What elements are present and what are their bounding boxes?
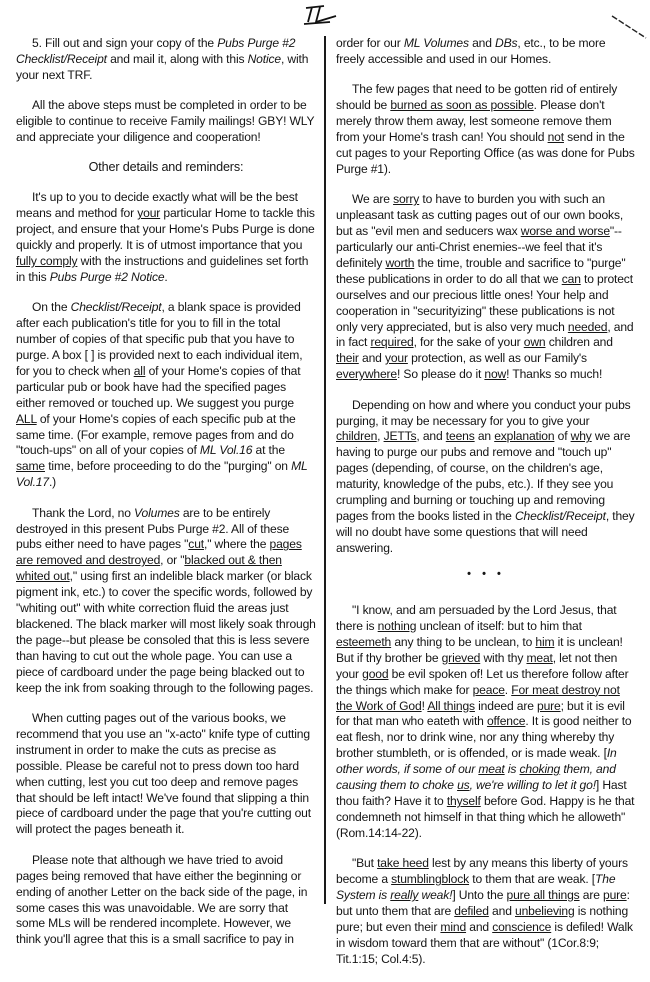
italic-text: In other words, if some of our [336,746,617,777]
italic-text [520,762,561,776]
text-run: ; but it is evil for that man who eateth with [336,698,625,729]
underlined-text: grieved [441,650,481,665]
paragraph-completion-notice: All the above steps must be completed in order to be eligible to continue to receive Family mailings! GBY! WLY and appreciate your diligence and cooperation! [16,98,315,145]
underlined-text: nothing [377,619,417,633]
text-run: and [488,903,515,918]
paragraph-apology [336,192,636,383]
text-run: to them that are weak. [ [469,872,596,887]
underlined-text: burned as soon as possible [390,98,534,113]
underlined-text: meat [526,650,553,665]
text-run: Depending on how and where you conduct your pubs purging, it may be necessary for you to give your [336,397,631,428]
text-run: , and in fact [336,319,634,350]
paragraph-quote-corinthians [336,856,636,967]
text-run: "I know, and am persuaded by the Lord Jesus, that there is [336,603,617,633]
text-run: with the instructions and guidelines set forth in this [16,253,309,284]
underlined-text: blacked out & then whited out [16,553,282,584]
underlined-text: now [484,367,507,382]
underlined-text: ALL [16,411,37,426]
underlined-text: peace [472,682,505,697]
italic-text: Checklist/Receipt [70,300,162,315]
text-run: On the [32,300,71,315]
underlined-text: teens [445,429,475,444]
underlined-text: pure [603,888,627,902]
text-run: before God. Happy is he that condemneth not himself in that thing which he alloweth" (Rom.14:14-22). [336,793,635,840]
text-run: : but unto them that are [336,888,630,918]
underlined-text: same [16,459,45,474]
text-run: any thing to be unclean, to [391,634,536,649]
underlined-text: your [384,351,408,366]
underlined-text: worth [385,255,415,270]
text-run: be evil spoken of! Let us therefore follow after the things which make for [336,666,629,697]
underlined-text: thyself [446,793,481,808]
underlined-text: children [336,429,378,444]
text-run: unclean of itself: but to him that [416,619,582,633]
text-run: We are [352,192,394,207]
text-run: , a blank space is provided after each publication's title for you to fill in the total number of copies of that specific pub that you have to purge. A box [ ] is provided next to each individual item, for you to check when [16,300,303,378]
text-run: 5. Fill out and sign your copy of the [32,36,218,50]
text-run: is defiled! Walk in wisdom toward them that are without" (1Cor.8:9; Tit.1:15; Col.4:5). [336,919,633,966]
text-run: and mail it, along with this [106,51,248,66]
text-run: , for the sake of your [413,335,524,350]
italic-text: Notice [247,51,281,66]
handwritten-page-number [302,2,342,28]
underlined-text: offence [486,714,526,729]
text-run: indeed are [474,698,538,713]
text-run: "But [352,856,378,871]
underlined-text: sorry [393,192,420,207]
underlined-text: your [137,206,161,221]
italic-text: ML Vol.16 [199,443,253,458]
text-run: we are having to purge our pubs and remove and "touch up" pages (depending, of course, on the children's age, maturity, knowledge of the pubs, etc.). If they see you crumpling and burning or touching up and removing pages from the books listed in the [336,429,631,523]
paragraph-continuation [336,36,636,68]
text-run: to have to burden you with such an unpleasant task as cutting pages out of our own books, but as "evil men and seducers wax [336,192,624,239]
underlined-text: required [370,335,414,350]
text-run: at the [252,443,285,458]
text-run: of your Home's copies of that particular pub or book have had the specified pages either removed or touched up. We suggest you purge [16,363,301,410]
section-heading: Other details and reminders: [88,160,244,175]
text-run: , etc., to be more freely accessible and used in our Homes. [336,36,606,66]
underlined-text: fully comply [16,253,78,268]
text-run: ! Thanks so much! [506,367,603,382]
italic-text: ML Volumes [403,36,469,50]
underlined-text: conscience [492,919,552,934]
text-run: . [504,682,512,697]
text-run: with thy [480,650,527,665]
italic-text: Pubs Purge #2 Checklist/Receipt [16,36,296,66]
underlined-text: why [570,429,592,444]
underlined-text: For meat destroy not the Work of God [336,682,620,713]
underlined-text: unbelieving [515,903,575,918]
underlined-text: mind [440,919,467,934]
underlined-text: not [547,130,564,145]
text-run: , [377,429,384,444]
underlined-text: all [133,363,146,378]
text-run: lest by any means this liberty of yours become a [336,856,628,887]
underlined-text: pages are removed and destroyed [16,537,302,568]
text-run: of [554,429,571,444]
italic-text: Volumes [134,505,180,520]
underlined-text: stumblingblock [391,872,470,887]
italic-text: weak! [418,888,453,902]
right-column [336,36,636,982]
text-run: It's up to you to decide exactly what will be the best means and method for [16,190,298,221]
text-run: are [579,888,603,902]
italic-text: , we're willing to let it go! [469,778,596,793]
underlined-text: meat [478,762,505,777]
underlined-text: JETTs [383,429,417,444]
underlined-text: can [561,271,581,286]
italic-text: DBs [495,36,518,50]
text-run: , or " [160,553,185,568]
paragraph-cutting: When cutting pages out of the various books, we recommend that you use an "x-acto" knife type of cutting instrument in order to make the cuts as precise as possible. Please be careful not to press down too hard when cutting, lest you cut too deep and remove pages that should be left intact! We've found that slipping a thin piece of cardboard under the page that you're cutting out will protect the pages beneath it. [16,711,311,837]
section-separator: • • • [467,568,505,581]
underlined-text: needed [567,319,608,334]
text-run: "--particularly our anti-Christ enemies--we feel that it's definitely [336,224,622,270]
text-run: protection, as well as our Family's [407,351,587,366]
underlined-text: really [390,888,419,902]
paragraph-step-5 [16,36,316,84]
paragraph-volumes [16,506,316,697]
underlined-text: us [457,778,470,793]
underlined-text: pure [537,698,561,713]
text-run: .) [48,475,57,490]
italic-text [390,888,418,902]
underlined-text: their [336,351,359,366]
text-run: ! So please do it [397,367,485,382]
italic-text [457,778,469,792]
paragraph-burn-pages [336,82,636,177]
text-run: . Please don't merely throw them away, lest someone remove them from your Home's trash can! You should [336,98,612,145]
text-run: The few pages that need to be gotten rid of entirely should be [336,82,618,113]
text-run: time, before proceeding to do the "purging" on [44,459,292,474]
text-run: . It is good neither to eat flesh, nor to drink wine, nor any thing whereby thy brother stumbleth, or is offended, or is made weak. [ [336,714,632,761]
text-run: ! [421,698,428,713]
italic-text: The System is [336,872,616,902]
text-run: and [468,36,496,50]
italic-text: ML Vol.17 [16,459,308,490]
text-run: . [164,269,168,284]
text-run: order for our [336,36,404,50]
text-run: , with your next TRF. [16,51,309,82]
text-run: of your Home's copies of each specific pub at the same time. (For example, remove pages from and do "touch-ups" on all of your copies of [16,411,296,458]
text-run: ] Unto the [452,888,507,902]
italic-text: them, and causing them to choke [336,762,616,793]
underlined-text: esteemeth [336,634,392,649]
underlined-text: worse and worse [520,224,610,239]
underlined-text: him [535,634,555,649]
text-run: Thank the Lord, no [32,505,135,520]
italic-text: Pubs Purge #2 Notice [49,269,165,284]
underlined-text: defiled [454,903,489,918]
text-run: are to be entirely destroyed in this present Pubs Purge #2. All of these pubs either need to have pages " [16,505,290,552]
text-run: an [474,429,495,444]
underlined-text: good [362,666,389,681]
text-run: , and [416,429,446,444]
italic-text [478,762,504,776]
text-run: send in the cut pages to your Reporting Office (as was done for Pubs Purge #1). [336,130,635,176]
text-run: is nothing pure; but even their [336,903,629,934]
left-column [16,36,316,963]
paragraph-incomplete-mls: Please note that although we have tried to avoid pages being removed that have either the beginning or ending of another Letter on the back side of the page, in some cases this was unavoidable. We are sorry that some MLs will be rendered incomplete. However, we think you'll agree that this is a small sacrifice to pay in [16,852,308,947]
underlined-text: own [523,335,546,350]
text-run: ] Hast thou faith? Have it to [336,778,627,808]
italic-text: is [504,762,520,777]
text-run: , let not then your [336,650,618,681]
paragraph-quote-romans [336,603,636,842]
text-run: , they will no doubt have some questions that will need answering. [336,508,635,555]
underlined-text: take heed [377,856,429,871]
paragraph-method [16,190,316,285]
underlined-text: everywhere [336,367,398,382]
text-run: and [358,351,385,366]
italic-text: Checklist/Receipt [514,508,606,523]
underlined-text: pure all things [506,888,580,902]
text-run: particular Home to tackle this project, and ensure that your Home's Pubs Purge is done quickly and properly. It is of utmost importance that you [16,206,315,253]
text-run: ," using first an indelible black marker (or black pigment ink, etc.) to cover the specific words, followed by "whiting out" with white correction fluid the areas just blackened. The black marker will most likely soak through the page--but please be consoled that this is less severe than having to cut out the whole page. You can use a piece of cardboard under the page being blacked out to keep the ink from soaking through to the following pages. [16,569,316,695]
underlined-text: All things [427,698,475,713]
text-run: and [466,919,493,934]
text-run: it is unclean! But if thy brother be [336,634,623,665]
underlined-text: explanation [494,429,555,444]
text-run: the time, trouble and sacrifice to "purge" these publications in order to do all that we [336,255,626,286]
text-run: children and [545,335,613,350]
text-run: to protect ourselves and our precious little ones! Your help and cooperation in "securityizing" these publications is not only very appreciated, but is also very much [336,271,633,334]
paragraph-checklist [16,300,316,491]
column-divider [324,36,326,904]
text-run: ," where the [203,537,270,552]
underlined-text: cut [188,537,204,552]
paragraph-explanation [336,398,636,557]
underlined-text: choking [519,762,561,777]
